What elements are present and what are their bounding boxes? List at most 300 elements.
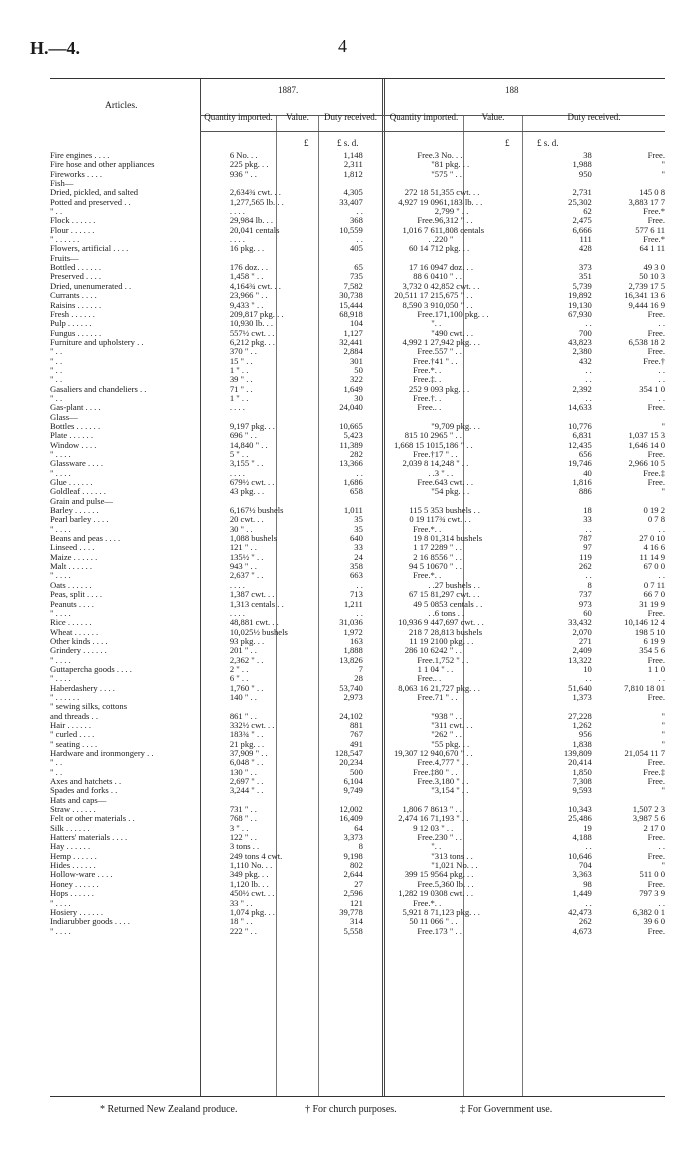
article-name: Bottles . . . . . . — [50, 421, 101, 431]
quantity-188: 53 bushels . . — [434, 506, 480, 516]
duty-188: Free.† — [643, 356, 665, 366]
duty-1887: 4,927 19 0 — [398, 197, 435, 207]
value-188: 12,435 — [568, 440, 592, 450]
duty-1887: " — [431, 421, 435, 431]
table-row — [50, 590, 665, 599]
value-1887: 28 — [354, 674, 363, 684]
quantity-188: 4,248 " . . — [434, 459, 469, 469]
quantity-188: 965 " . . — [434, 431, 462, 441]
value-1887: 39,778 — [339, 907, 363, 917]
quantity-1887: 1,110 No. . . — [229, 861, 273, 871]
value-1887: 33,407 — [339, 197, 363, 207]
value-188: 2,392 — [572, 384, 592, 394]
quantity-188: 3 " . . — [434, 468, 454, 478]
value-188: . . — [585, 898, 592, 908]
article-name: " . . . . — [50, 608, 71, 618]
table-row — [50, 684, 665, 693]
quantity-188: 71 " . . — [434, 692, 458, 702]
quantity-1887: 6,212 pkg. . . — [229, 337, 275, 347]
article-name: Hides . . . . . . — [50, 861, 96, 871]
value-188: 428 — [578, 244, 592, 254]
quantity-1887: 4,164¾ cwt. . . — [229, 281, 281, 291]
value-1887: 881 — [349, 720, 363, 730]
value-1887: 30,738 — [339, 291, 363, 301]
quantity-188 — [435, 254, 526, 263]
quantity-188: . . — [434, 375, 442, 385]
value-188: 271 — [578, 636, 592, 646]
value-188: 2,070 — [572, 627, 592, 637]
quantity-188 — [435, 796, 526, 805]
article-name: Grain and pulse— — [50, 496, 114, 506]
value-188: 139,809 — [563, 749, 592, 758]
quantity-188: 4,777 " . . — [434, 758, 469, 768]
value-1887: 13,826 — [339, 655, 363, 665]
value-1887: 163 — [349, 636, 363, 646]
value-188: 973 — [578, 599, 592, 609]
quantity-188 — [435, 179, 526, 188]
value-188: 2,380 — [572, 347, 592, 357]
duty-188: 16,341 13 6 — [624, 291, 665, 301]
duty-188: 511 0 0 — [639, 870, 665, 880]
quantity-1887: 43 pkg. . . — [229, 487, 265, 497]
duty-1887: 2,039 8 1 — [402, 459, 435, 469]
value-1887: 358 — [349, 562, 363, 572]
table-row — [50, 272, 665, 281]
quantity-188: 643 cwt. . . — [434, 478, 473, 488]
quantity-1887: 209,817 pkg. . . — [229, 309, 284, 319]
duty-1887: Free. — [417, 674, 435, 684]
quantity-1887: 332½ cwt. . . — [229, 720, 275, 730]
duty-188: Free. — [647, 851, 665, 861]
quantity-1887: . . . . — [229, 468, 245, 478]
duty-1887 — [363, 207, 435, 216]
article-name: " . . . . — [50, 524, 71, 534]
duty-188: Free. — [647, 608, 665, 618]
value-1887: 1,011 — [343, 506, 363, 516]
duty-1887: " — [431, 328, 435, 338]
quantity-1887: 10,930 lb. . . — [229, 319, 274, 329]
duty-188: Free. — [647, 777, 665, 787]
value-1887: 1,686 — [343, 478, 363, 488]
value-188: 2,409 — [572, 646, 592, 656]
duty-1887: Free.* — [413, 571, 435, 581]
quantity-1887: 93 pkg. . . — [229, 636, 265, 646]
quantity-1887: 20 cwt. . . — [229, 515, 264, 525]
value-1887: 301 — [349, 356, 363, 366]
duty-1887: 815 10 2 — [404, 431, 435, 441]
value-188: 262 — [578, 917, 592, 927]
article-name: Flock . . . . . . — [50, 216, 96, 226]
quantity-1887: 29,984 lb. . . — [229, 216, 274, 226]
duty-1887: 19,307 12 9 — [393, 749, 435, 758]
value-1887: 35 — [354, 524, 363, 534]
duty-1887 — [363, 254, 435, 263]
duty-188: " — [661, 169, 665, 179]
value-1887: 2,596 — [343, 889, 363, 899]
article-name: " . . — [50, 365, 63, 375]
value-188: 656 — [578, 450, 592, 459]
quantity-1887: 183¾ " . . — [229, 730, 264, 740]
quantity-1887: 696 " . . — [229, 431, 257, 441]
quantity-1887: 3,244 " . . — [229, 786, 264, 796]
duty-1887: " — [431, 861, 435, 871]
table-row — [50, 842, 665, 851]
value-188: 1,262 — [572, 720, 592, 730]
quantity-188: 262 " . . — [434, 730, 462, 740]
value-188 — [526, 702, 592, 711]
quantity-188: 3,154 " . . — [434, 786, 469, 796]
quantity-1887: 6 " . . — [229, 674, 249, 684]
duty-188: 0 7 8 — [647, 515, 665, 525]
value-188: 787 — [578, 534, 592, 544]
duty-1887: 115 5 3 — [409, 506, 435, 516]
duty-188: " — [661, 487, 665, 497]
duty-1887 — [363, 497, 435, 506]
value-1887: 64 — [354, 823, 363, 833]
quantity-1887: 9,197 pkg. . . — [229, 421, 275, 431]
value-1887: 24 — [354, 552, 363, 562]
value-1887: 121 — [349, 898, 363, 908]
quantity-188: . . — [434, 319, 442, 329]
duty-188: 6 19 9 — [643, 636, 665, 646]
duty-188: Free. — [647, 879, 665, 889]
value-188: . . — [585, 842, 592, 852]
duty-188: 39 6 0 — [643, 917, 665, 927]
value-1887: 5,423 — [343, 431, 363, 441]
quantity-1887: 450½ cwt. . . — [229, 889, 275, 899]
value-1887: 8 — [358, 842, 363, 852]
table-row — [50, 861, 665, 870]
quantity-188: 947 doz. . . — [434, 263, 473, 273]
value-188: 14,633 — [568, 403, 592, 413]
duty-1887: . . — [428, 235, 435, 245]
value-1887: 31,036 — [339, 618, 363, 628]
value-188: 33 — [583, 515, 592, 525]
col-quantity-188: Quantity imported. — [389, 112, 459, 122]
duty-1887: 286 10 6 — [404, 646, 435, 656]
article-name: " . . — [50, 356, 63, 366]
value-1887: 24,102 — [339, 711, 363, 721]
duty-188: Free.* — [643, 207, 665, 217]
article-name: Rice . . . . . . — [50, 618, 92, 628]
quantity-188: 613 " . . — [434, 805, 462, 815]
value-1887: 50 — [354, 365, 363, 375]
quantity-1887 — [230, 413, 318, 422]
article-name: Glue . . . . . . — [50, 478, 93, 488]
quantity-188 — [435, 497, 526, 506]
quantity-188: 1,123 pkg. . . — [434, 907, 480, 917]
value-188 — [526, 179, 592, 188]
article-name: Straw . . . . . . — [50, 805, 96, 815]
quantity-188: . . — [434, 365, 442, 375]
duty-1887: " — [431, 739, 435, 749]
duty-188: 0 19 2 — [643, 506, 665, 516]
article-name: Hay . . . . . . — [50, 842, 91, 852]
table-row — [50, 441, 665, 450]
value-188: 704 — [578, 861, 592, 871]
value-188: 25,486 — [568, 814, 592, 824]
quantity-188: . . — [434, 674, 442, 684]
quantity-1887: 48,881 cwt. . . — [229, 618, 279, 628]
value-188: 10 — [583, 664, 592, 674]
table-row — [50, 852, 665, 861]
quantity-188: . . — [434, 842, 442, 852]
quantity-1887: . . . . — [229, 608, 245, 618]
duty-188: . . — [658, 571, 665, 581]
value-188: 19,892 — [568, 291, 592, 301]
quantity-1887: 1,760 " . . — [229, 683, 264, 693]
quantity-1887: 21 pkg. . . — [229, 739, 265, 749]
article-name: Barley . . . . . . — [50, 506, 99, 516]
value-188: 19,130 — [568, 300, 592, 310]
table-row — [50, 824, 665, 833]
duty-188: Free. — [647, 692, 665, 702]
article-name: " . . . . . . — [50, 692, 80, 702]
quantity-188: 3 No. . . — [434, 151, 463, 160]
value-1887: 33 — [354, 543, 363, 553]
duty-188: 577 6 11 — [635, 225, 665, 235]
value-188: 62 — [583, 207, 592, 217]
article-name: " . . — [50, 767, 63, 777]
article-name: Fish— — [50, 179, 74, 189]
duty-1887: Free. — [417, 692, 435, 702]
article-name: Hats and caps— — [50, 795, 107, 805]
table-row — [50, 375, 665, 384]
value-1887 — [317, 179, 363, 188]
table-row — [50, 385, 665, 394]
quantity-1887: 20,041 centals — [229, 225, 280, 235]
duty-1887: 17 16 0 — [409, 263, 435, 273]
duty-1887: " — [431, 487, 435, 497]
quantity-1887 — [230, 497, 318, 506]
duty-1887: 1,282 19 0 — [398, 889, 435, 899]
article-name: Other kinds . . . . — [50, 636, 108, 646]
article-name: Fireworks . . . . — [50, 169, 103, 179]
quantity-188: 670 " . . — [434, 562, 462, 572]
value-188: 262 — [578, 562, 592, 572]
table-row — [50, 805, 665, 814]
quantity-188: 15,675 " . . — [434, 291, 473, 301]
value-1887: 735 — [349, 272, 363, 282]
duty-188: Free. — [647, 328, 665, 338]
value-1887: 13,366 — [339, 459, 363, 469]
duty-188: " — [661, 739, 665, 749]
value-188: 18 — [583, 506, 592, 516]
table-row — [50, 637, 665, 646]
quantity-1887: 225 pkg. . . — [229, 160, 269, 170]
table-row — [50, 618, 665, 627]
article-name: Fresh . . . . . . — [50, 309, 95, 319]
quantity-1887: 23,966 " . . — [229, 291, 268, 301]
value-1887: 11,389 — [339, 440, 363, 450]
value-188: 432 — [578, 356, 592, 366]
value-188: 19,746 — [568, 459, 592, 469]
col-value-1887: Value. — [286, 112, 309, 122]
duty-188: Free. — [647, 347, 665, 357]
quantity-1887: 140 " . . — [229, 692, 257, 702]
article-name: Maize . . . . . . — [50, 552, 98, 562]
table-row — [50, 207, 665, 216]
duty-1887: 9 12 0 — [413, 823, 435, 833]
value-188: 737 — [578, 590, 592, 600]
duty-188: 2,739 17 5 — [628, 281, 665, 291]
duty-188: . . — [658, 898, 665, 908]
value-188: 700 — [578, 328, 592, 338]
duty-188: 145 0 8 — [639, 188, 665, 198]
article-name: Peas, split . . . . — [50, 590, 103, 600]
duty-188: 9,444 16 9 — [628, 300, 665, 310]
duty-188: Free.‡ — [643, 468, 665, 478]
articles-heading: Articles. — [105, 101, 138, 111]
duty-188: " — [661, 786, 665, 796]
table-row — [50, 431, 665, 440]
duty-188: Free. — [647, 216, 665, 226]
article-name: Haberdashery . . . . — [50, 683, 115, 693]
quantity-1887: 222 " . . — [229, 926, 257, 936]
table-row — [50, 291, 665, 300]
table-row — [50, 777, 665, 786]
article-name: Dried, pickled, and salted — [50, 188, 139, 198]
value-188: . . — [585, 524, 592, 534]
quantity-1887: 18 " . . — [229, 917, 253, 927]
quantity-1887: 2,697 " . . — [229, 777, 264, 787]
quantity-188: 11,808 centals — [434, 225, 485, 235]
article-name: Linseed . . . . — [50, 543, 95, 553]
article-name: Potted and preserved . . — [50, 197, 131, 207]
duty-188: 67 0 0 — [643, 562, 665, 572]
article-name: Honey . . . . . . — [50, 879, 99, 889]
import-data-table — [50, 151, 665, 936]
value-1887: 2,644 — [343, 870, 363, 880]
duty-1887: " — [431, 851, 435, 861]
duty-1887: " — [431, 319, 435, 329]
quantity-1887: 1 " . . — [229, 393, 249, 403]
table-row — [50, 198, 665, 207]
table-row — [50, 693, 665, 702]
table-row — [50, 581, 665, 590]
duty-1887: 8,590 3 9 — [402, 300, 435, 310]
value-188: . . — [585, 375, 592, 385]
duty-1887: Free.* — [413, 365, 435, 375]
quantity-1887: 121 " . . — [229, 543, 257, 553]
table-row — [50, 301, 665, 310]
table-row — [50, 347, 665, 356]
duty-188: 11 14 9 — [639, 552, 665, 562]
table-row — [50, 814, 665, 823]
article-name: " . . . . — [50, 898, 71, 908]
table-row — [50, 917, 665, 926]
table-row — [50, 487, 665, 496]
article-name: Raisins . . . . . . — [50, 300, 102, 310]
quantity-188: 27 bushels . . — [434, 580, 480, 590]
article-name: and threads . . — [50, 711, 98, 721]
duty-1887: 5,921 8 7 — [402, 907, 435, 917]
value-1887: 368 — [349, 216, 363, 226]
table-row — [50, 310, 665, 319]
value-1887: 35 — [354, 515, 363, 525]
duty-188: 0 7 11 — [643, 580, 665, 590]
quantity-1887 — [230, 179, 318, 188]
value-1887 — [317, 497, 363, 506]
quantity-1887: 201 " . . — [229, 646, 257, 656]
duty-1887: Free. — [417, 777, 435, 787]
value-1887: 282 — [349, 450, 363, 459]
value-1887: 640 — [349, 534, 363, 544]
duty-1887: 218 7 2 — [409, 627, 435, 637]
table-row — [50, 534, 665, 543]
quantity-1887: . . . . — [229, 580, 245, 590]
value-188: 9,593 — [572, 786, 592, 796]
article-name: Grindery . . . . . . — [50, 646, 107, 656]
value-188 — [526, 254, 592, 263]
value-1887: 1,888 — [343, 646, 363, 656]
duty-188: 4 16 6 — [643, 543, 665, 553]
quantity-188: 410 " . . — [434, 272, 462, 282]
quantity-188: 2,852 cwt. . . — [434, 281, 480, 291]
table-row — [50, 525, 665, 534]
value-1887: 12,002 — [339, 805, 363, 815]
duty-1887: Free. — [417, 347, 435, 357]
value-188: 97 — [583, 543, 592, 553]
duty-188: 797 3 9 — [639, 889, 665, 899]
duty-188: Free. — [647, 655, 665, 665]
quantity-1887: 1,387 cwt. . . — [229, 590, 275, 600]
quantity-188: 100 pkg. . . — [434, 636, 474, 646]
table-row — [50, 394, 665, 403]
duty-188: 64 1 11 — [639, 244, 665, 254]
table-row — [50, 329, 665, 338]
quantity-188: 173 " . . — [434, 926, 462, 936]
duty-188: 6,538 18 2 — [628, 337, 665, 347]
duty-1887: 272 18 5 — [404, 188, 435, 198]
unit-value-188: £ — [505, 138, 510, 148]
value-1887: 2,973 — [343, 692, 363, 702]
value-188: . . — [585, 365, 592, 375]
duty-1887: 19 8 0 — [413, 534, 435, 544]
duty-188 — [592, 702, 665, 711]
quantity-1887: 176 doz. . . — [229, 263, 269, 273]
value-1887: . . — [356, 608, 363, 618]
article-name: Hosiery . . . . . . — [50, 907, 103, 917]
duty-188: Free. — [647, 478, 665, 488]
table-row — [50, 515, 665, 524]
quantity-1887 — [230, 254, 318, 263]
quantity-1887: 731 " . . — [229, 805, 257, 815]
quantity-188: 15,186 " . . — [434, 440, 473, 450]
duty-1887: 1,016 7 6 — [402, 225, 435, 235]
table-row — [50, 571, 665, 580]
value-188: 98 — [583, 879, 592, 889]
duty-1887 — [363, 413, 435, 422]
value-1887: 20,234 — [339, 758, 363, 768]
table-row — [50, 749, 665, 758]
value-1887: 1,127 — [343, 328, 363, 338]
duty-1887: Free. — [417, 478, 435, 488]
article-name: " . . — [50, 207, 63, 217]
quantity-188: 313 tons . . — [434, 851, 473, 861]
duty-1887: 60 14 7 — [409, 244, 435, 254]
duty-1887: Free. — [417, 151, 435, 160]
article-name: Dried, unenumerated . . — [50, 281, 132, 291]
quantity-1887: 39 " . . — [229, 375, 253, 385]
quantity-188: 3,180 " . . — [434, 777, 469, 787]
duty-188: " — [661, 711, 665, 721]
value-188: . . — [585, 571, 592, 581]
value-1887: 7,582 — [343, 281, 363, 291]
quantity-1887: 349 pkg. . . — [229, 870, 269, 880]
table-row — [50, 160, 665, 169]
table-row — [50, 235, 665, 244]
